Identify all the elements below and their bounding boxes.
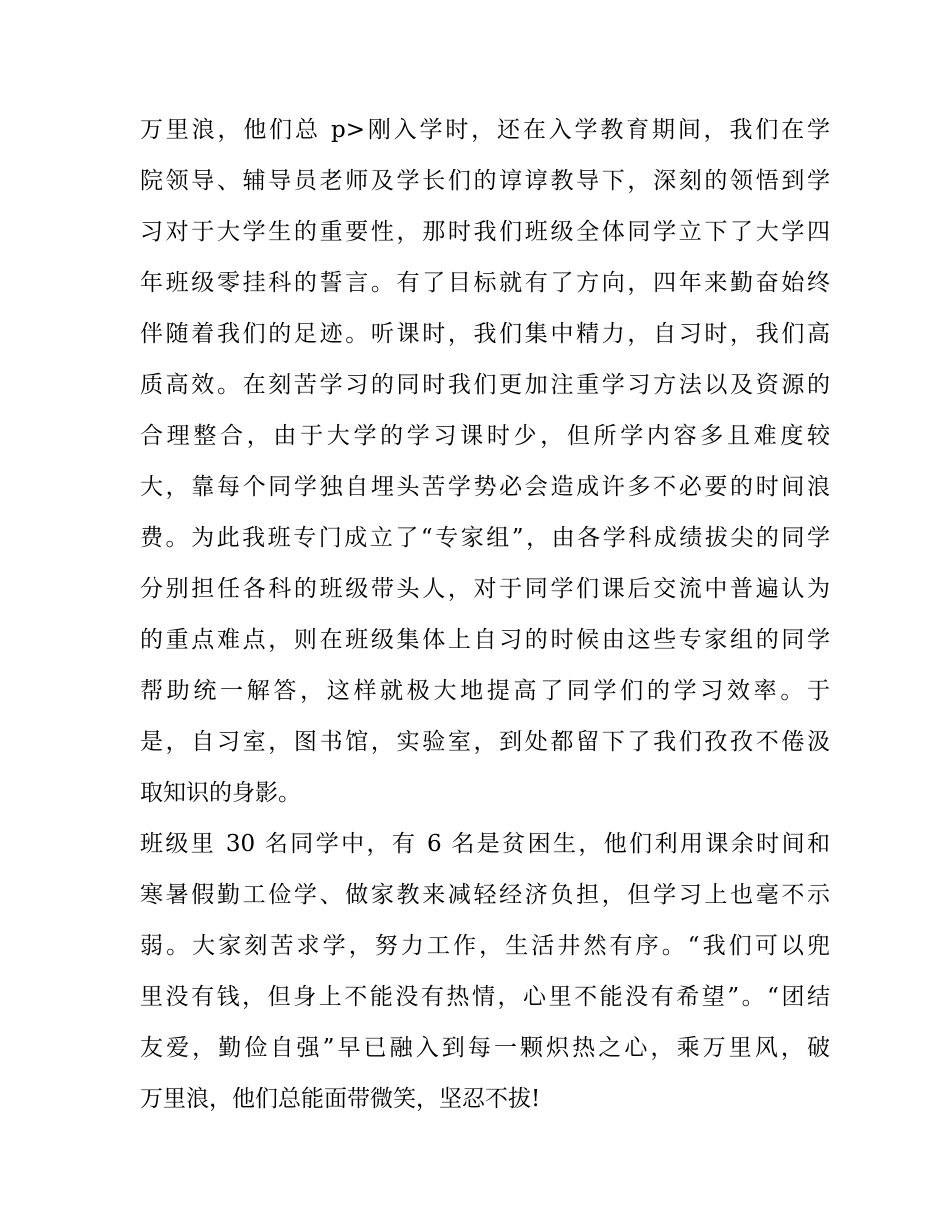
text-line: 弱。大家刻苦求学，努力工作，生活井然有序。“我们可以兜: [140, 933, 830, 959]
text-line: 寒暑假勤工俭学、做家教来减轻经济负担，但学习上也毫不示: [140, 882, 830, 908]
text-line: 里没有钱，但身上不能没有热情，心里不能没有希望”。“团结: [140, 984, 830, 1010]
text-line: 帮助统一解答，这样就极大地提高了同学们的学习效率。于: [140, 678, 830, 704]
text-line: 的重点难点，则在班级集体上自习的时候由这些专家组的同学: [140, 627, 830, 653]
text-line: 万里浪，他们总能面带微笑，坚忍不拔!: [140, 1086, 541, 1112]
text-line: 费。为此我班专门成立了“专家组”，由各学科成绩拔尖的同学: [140, 525, 830, 551]
text-line: 友爱，勤俭自强”早已融入到每一颗炽热之心，乘万里风，破: [140, 1035, 830, 1061]
text-line: 年班级零挂科的誓言。有了目标就有了方向，四年来勤奋始终: [140, 270, 830, 296]
text-line: 伴随着我们的足迹。听课时，我们集中精力，自习时，我们高: [140, 321, 830, 347]
text-line: 是，自习室，图书馆，实验室，到处都留下了我们孜孜不倦汲: [140, 729, 830, 755]
text-line: 合理整合，由于大学的学习课时少，但所学内容多且难度较: [140, 423, 830, 449]
text-line: 万里浪，他们总 p>刚入学时，还在入学教育期间，我们在学: [140, 117, 830, 143]
body-text: [140, 110, 830, 1130]
text-line: 院领导、辅导员老师及学长们的谆谆教导下，深刻的领悟到学: [140, 168, 830, 194]
text-line: 大，靠每个同学独自埋头苦学势必会造成许多不必要的时间浪: [140, 474, 830, 500]
text-line: 质高效。在刻苦学习的同时我们更加注重学习方法以及资源的: [140, 372, 830, 398]
text-line: 班级里 30 名同学中，有 6 名是贫困生，他们利用课余时间和: [140, 831, 830, 857]
text-line: 习对于大学生的重要性，那时我们班级全体同学立下了大学四: [140, 219, 830, 245]
text-line: 分别担任各科的班级带头人，对于同学们课后交流中普遍认为: [140, 576, 830, 602]
text-line: 取知识的身影。: [140, 780, 301, 806]
